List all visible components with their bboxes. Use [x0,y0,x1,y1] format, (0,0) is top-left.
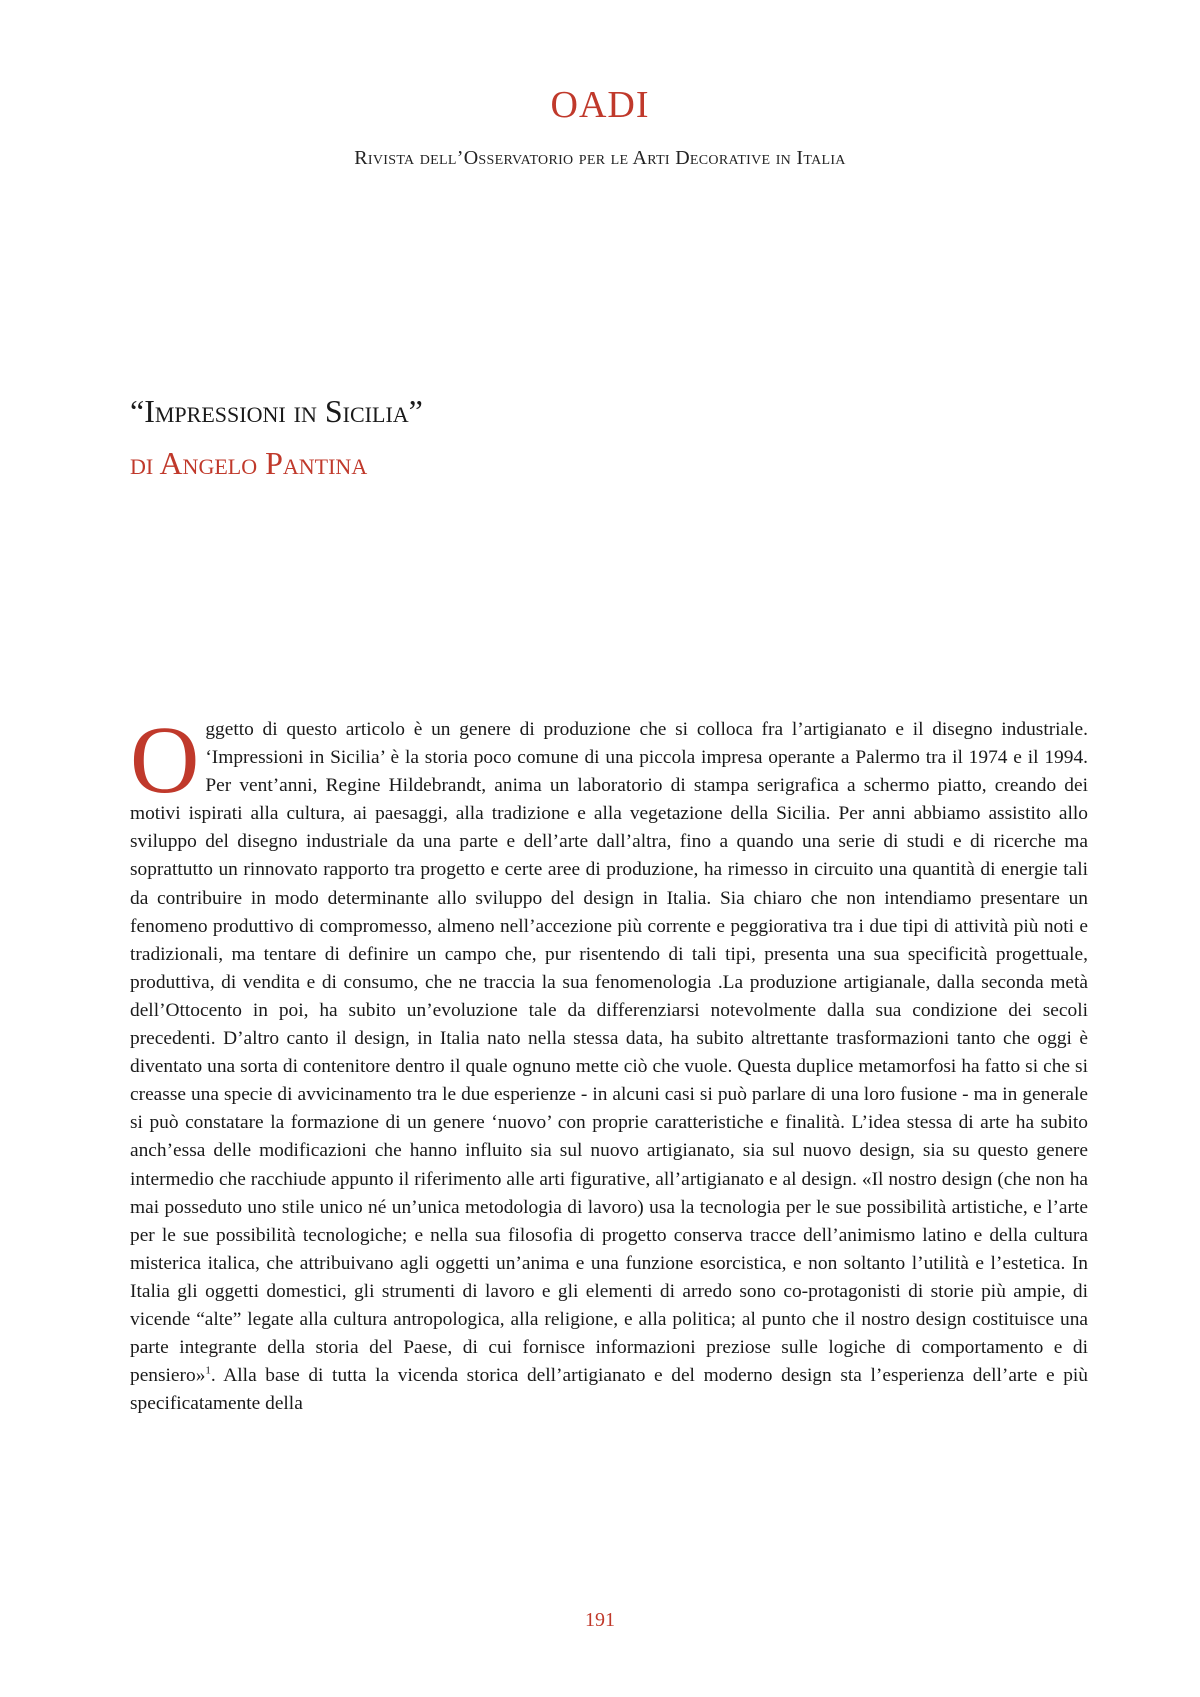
page-number: 191 [585,1609,615,1631]
journal-name: OADI [550,84,650,126]
body-text-main: ggetto di questo articolo è un genere di produzione che si colloca fra l’artigianato e il disegno industriale. ‘Impressioni in Sicilia’ è la storia poco comune di una piccola impresa operante a Palermo tra il 1974 e il 1994. Per vent’anni, Regine Hildebrandt, anima un laboratorio di stampa serigrafica a schermo piatto, creando dei motivi ispirati alla cultura, ai paesaggi, alla tradizione e alla vegetazione della Sicilia. Per anni abbiamo assistito allo sviluppo del disegno industriale da una parte e dell’arte dall’altra, fino a quando una serie di studi e di ricerche ma soprattutto un rinnovato rapporto tra progetto e certe aree di produzione, ha rimesso in circuito una quantità di energie tali da contribuire in modo determinante allo sviluppo del design in Italia. Sia chiaro che non intendiamo presentare un fenomeno produttivo di compromesso, almeno nell’accezione più corrente e peggiorativa tra i due tipi di attività più noti e tradizionali, ma tentare di definire un campo che, pur risentendo di tali tipi, presenta una sua specificità progettuale, produttiva, di vendita e di consumo, che ne traccia la sua fenomenologia .La produzione artigianale, dalla seconda metà dell’Ottocento in poi, ha subito un’evoluzione tale da differenziarsi notevolmente dalla sua condizione dei secoli precedenti. D’altro canto il design, in Italia nato nella stessa data, ha subito altrettante trasformazioni tanto che oggi è diventato una sorta di contenitore dentro il quale ognuno mette ciò che vuole. Questa duplice metamorfosi ha fatto si che si creasse una specie di avvicinamento tra le due esperienze - in alcuni casi si può parlare di una loro fusione - ma in generale si può constatare la formazione di un genere ‘nuovo’ con proprie caratteristiche e finalità. L’idea stessa di arte ha subito anch’essa delle modificazioni che hanno influito sia sul nuovo artigianato, sia sul nuovo design, sia su questo genere intermedio che racchiude appunto il riferimento alle arti figurative, all’artigianato e al design. «Il nostro design (che non ha mai posseduto uno stile unico né un’unica metodologia di lavoro) usa la tecnologia per le sue possibilità artistiche, e l’arte per le sue possibilità tecnologiche; e nella sua filosofia di progetto conserva tracce dell’animismo latino e della cultura misterica italica, che attribuivano agli oggetti un’anima e una funzione esorcistica, e non soltanto l’utilità e l’estetica. In Italia gli oggetti domestici, gli strumenti di lavoro e gli elementi di arredo sono co-protagonisti di storie più ampie, di vicende “alte” legate alla cultura antropologica, alla religione, e alla politica; al punto che il nostro design costituisce una parte integrante della storia del Paese, di cui fornisce informazioni preziose sulle logiche di comportamento e di pensiero» [130,719,1088,1387]
footnote-reference[interactable]: 1 [205,1364,211,1377]
article-body [130,706,1088,1418]
body-text-continuation: . Alla base di tutta la vicenda storica dell’artigianato e del moderno design sta l’esperienza dell’arte e più specificatamente della [130,1365,1088,1415]
article-title: “Impressioni in Sicilia” [130,393,423,429]
article-author: di Angelo Pantina [130,445,368,481]
journal-subtitle: Rivista dell’Osservatorio per le Arti Decorative in Italia [354,147,846,169]
drop-cap: O [130,706,200,813]
